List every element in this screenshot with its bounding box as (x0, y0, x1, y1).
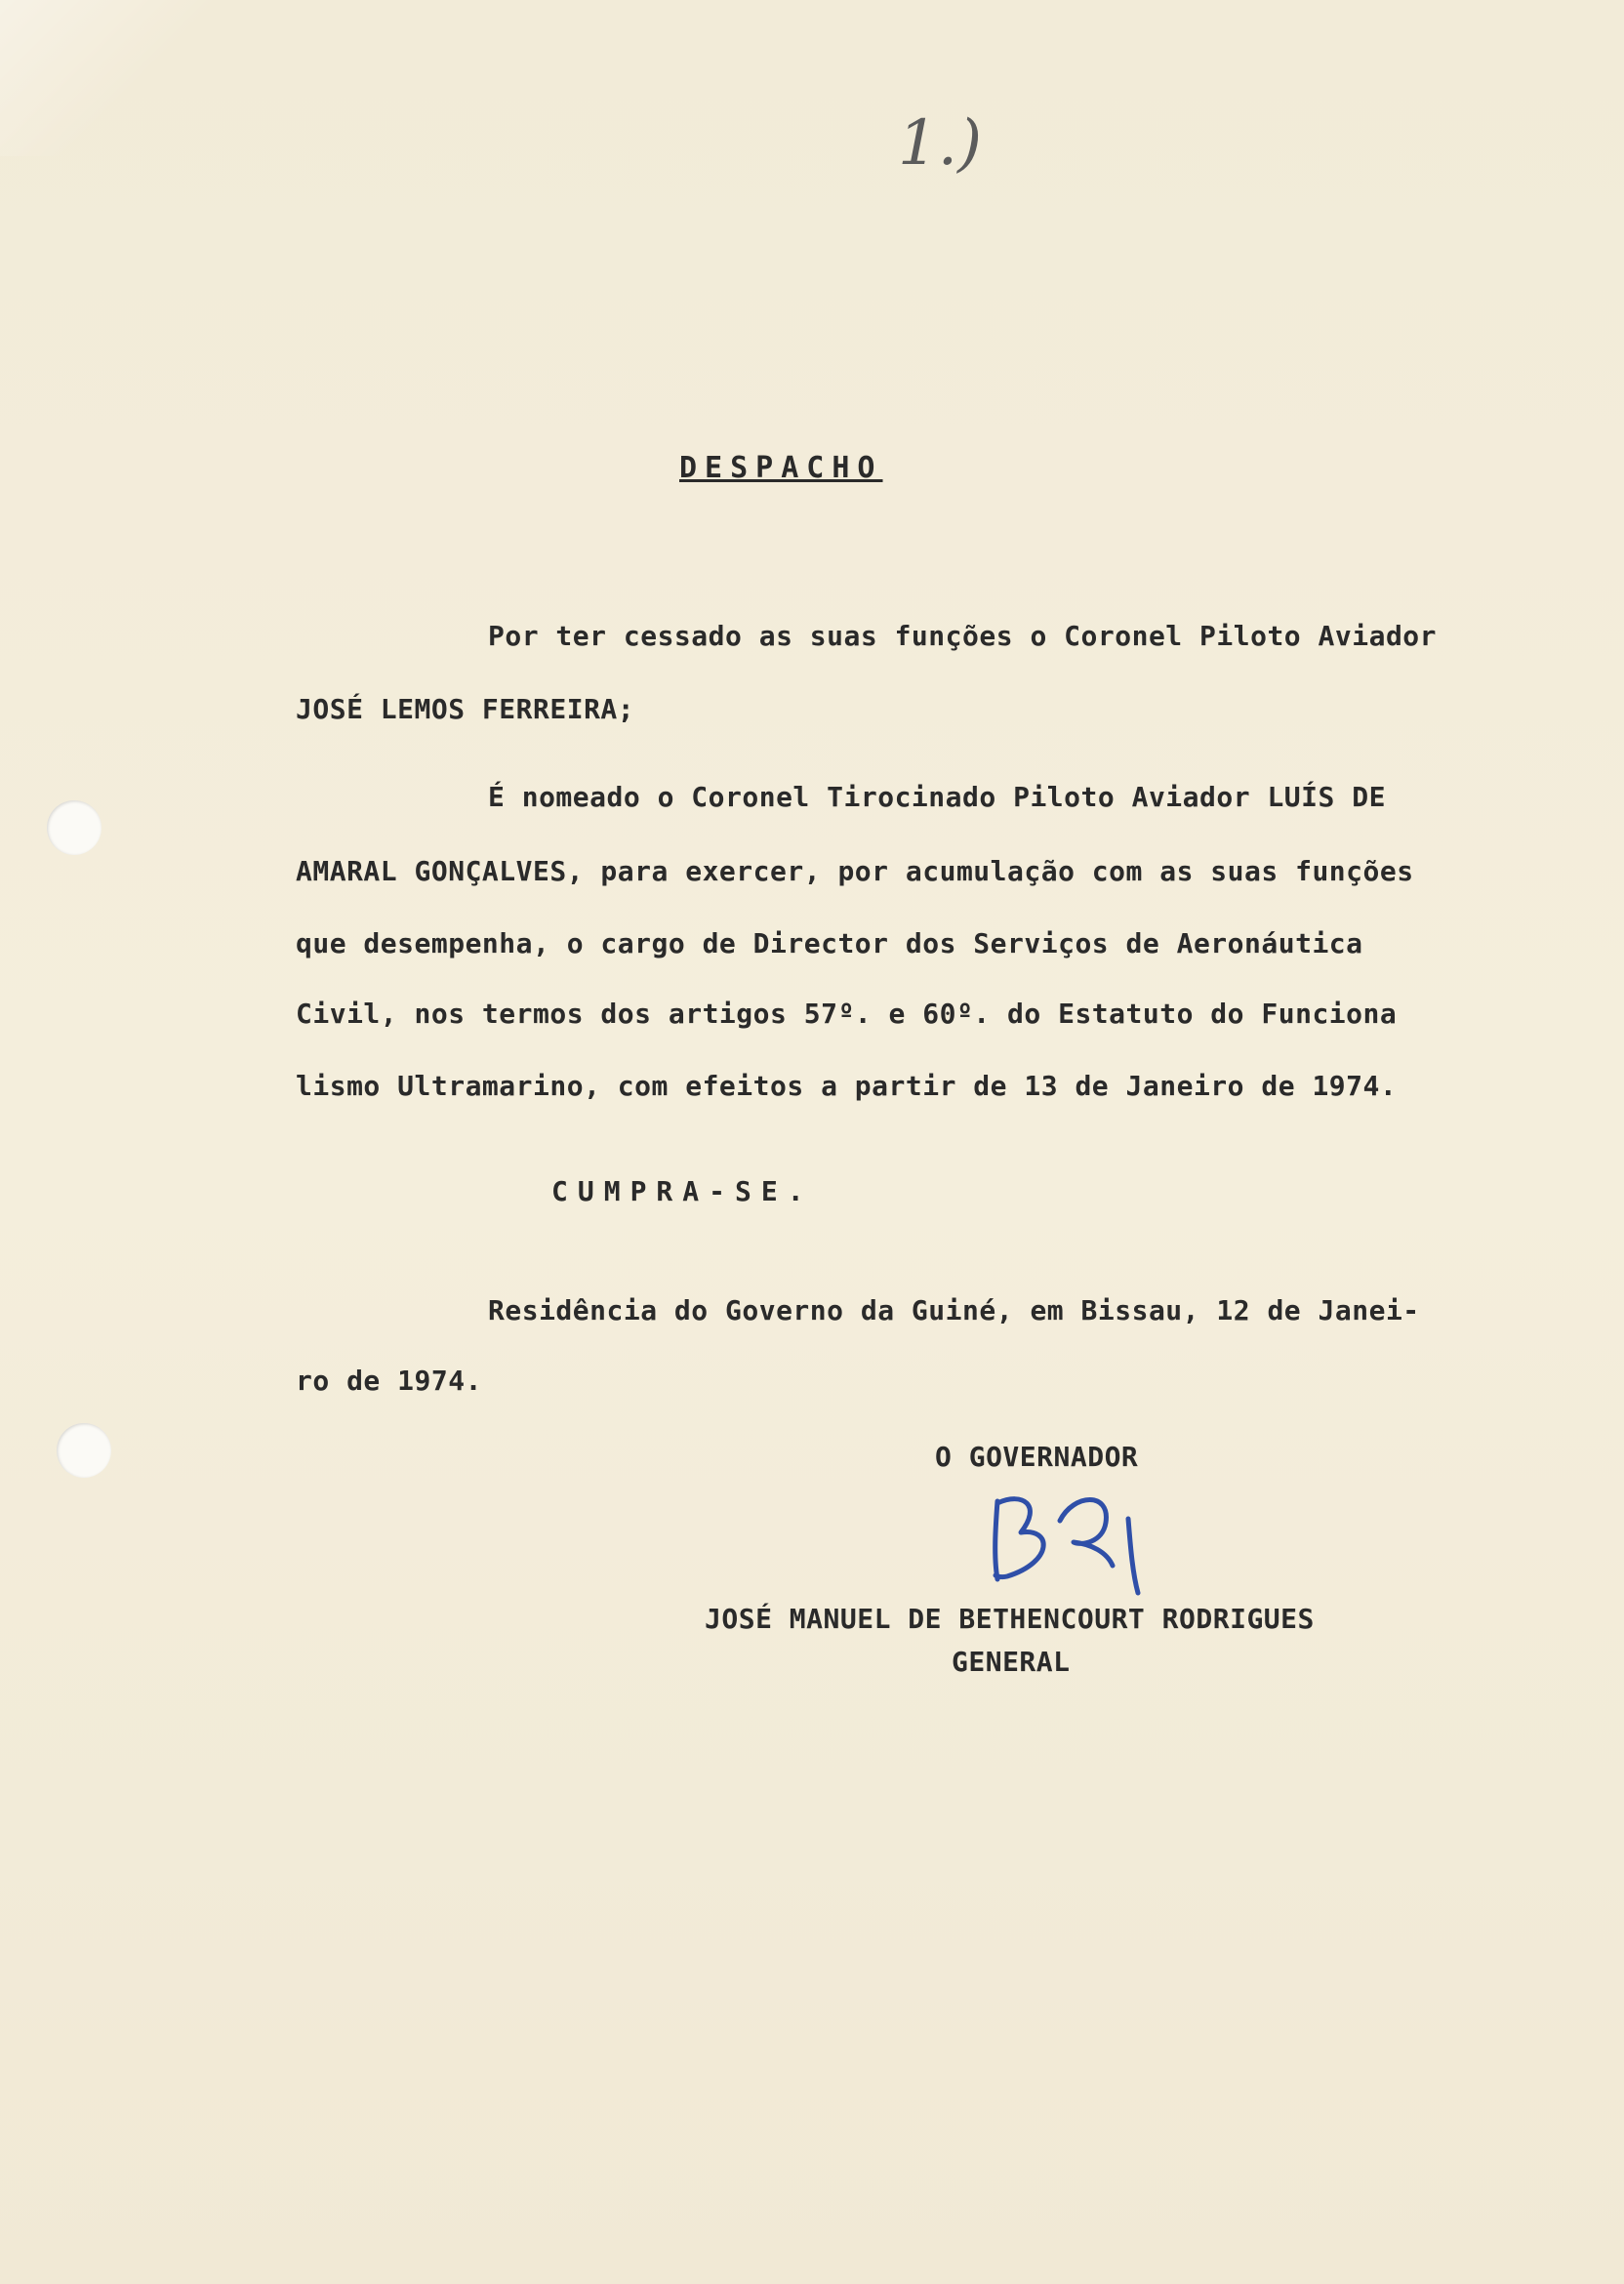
punch-hole (57, 1423, 111, 1478)
body-line: lismo Ultramarino, com efeitos a partir de 13 de Janeiro de 1974. (296, 1070, 1398, 1102)
place-date-line: ro de 1974. (296, 1365, 482, 1397)
body-line: Civil, nos termos dos artigos 57º. e 60º. do Estatuto do Funciona (296, 998, 1398, 1030)
body-line: que desempenha, o cargo de Director dos Serviços de Aeronáutica (296, 927, 1363, 959)
punch-hole (47, 800, 102, 855)
signatory-name: JOSÉ MANUEL DE BETHENCOURT RODRIGUES (705, 1603, 1315, 1635)
body-line: JOSÉ LEMOS FERREIRA; (296, 693, 635, 725)
paper-fold (0, 0, 215, 156)
body-line: É nomeado o Coronel Tirocinado Piloto Aviador LUÍS DE (488, 781, 1386, 813)
signatory-role: O GOVERNADOR (935, 1441, 1139, 1473)
place-date-line: Residência do Governo da Guiné, em Bissau, 12 de Janei- (488, 1294, 1420, 1326)
body-line: Por ter cessado as suas funções o Coronel Piloto Aviador (488, 620, 1438, 652)
page-number: 1.) (898, 107, 983, 180)
document-title: DESPACHO (679, 451, 883, 485)
body-line: AMARAL GONÇALVES, para exercer, por acumulação com as suas funções (296, 855, 1414, 887)
signature (984, 1484, 1169, 1601)
signatory-rank: GENERAL (952, 1646, 1071, 1678)
order-text: CUMPRA-SE. (551, 1175, 814, 1207)
